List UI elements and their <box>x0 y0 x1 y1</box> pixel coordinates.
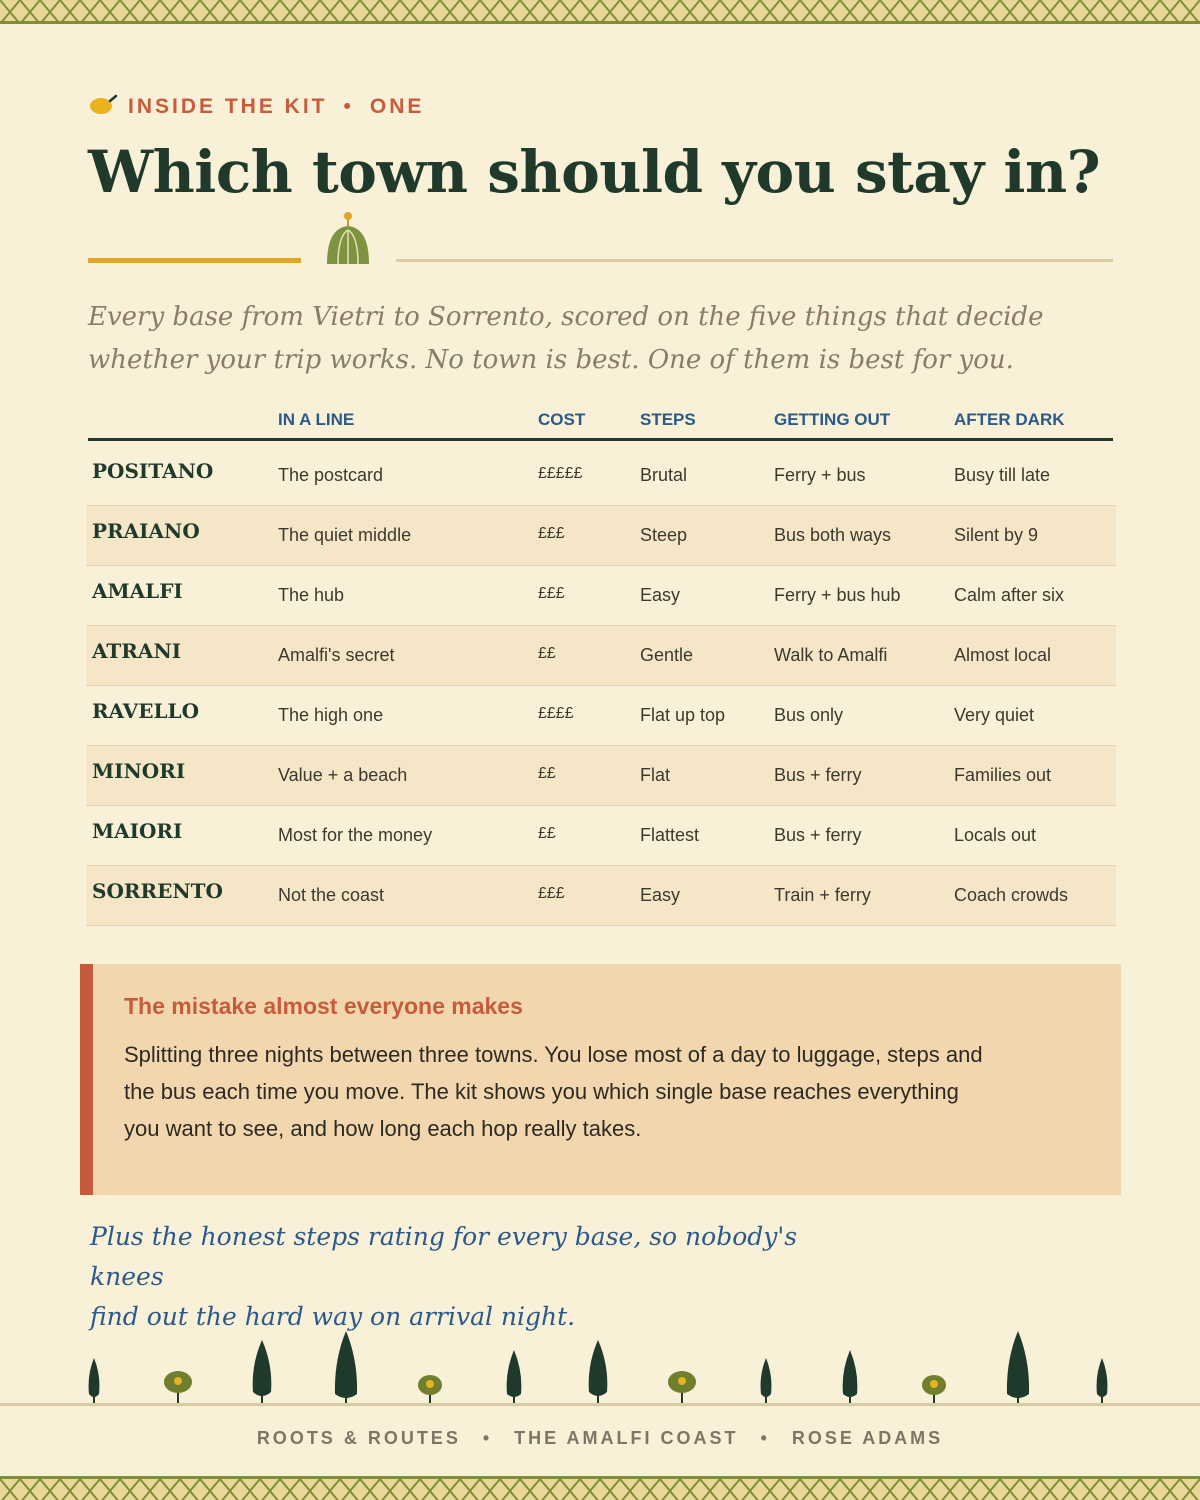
eyebrow-separator: • <box>343 95 354 118</box>
eyebrow-label: INSIDE THE KIT <box>128 95 328 118</box>
callout-line: the bus each time you move. The kit shows you which single base reaches everything <box>124 1079 959 1104</box>
bottom-border-pattern <box>0 1476 1200 1500</box>
steps-cell: Flattest <box>640 825 700 845</box>
town-table <box>86 446 1116 926</box>
cypress-tree-icon <box>253 1340 272 1404</box>
page-title: Which town should you stay in? <box>88 138 1101 206</box>
cypress-tree-icon <box>843 1350 858 1404</box>
closing-line: find out the hard way on arrival night. <box>90 1302 576 1331</box>
lemon-tree-icon <box>668 1371 696 1404</box>
after-dark-cell: Families out <box>954 765 1052 785</box>
in-a-line-cell: Value + a beach <box>278 765 408 785</box>
getting-out-cell: Bus + ferry <box>774 765 862 785</box>
footer-brand: ROOTS & ROUTES <box>256 1428 461 1448</box>
town-name: AMALFI <box>92 579 183 603</box>
cypress-tree-icon <box>761 1358 772 1404</box>
cost-cell: ££ <box>538 765 556 782</box>
mistake-callout <box>80 964 1121 1195</box>
town-name: MAIORI <box>92 819 183 843</box>
after-dark-cell: Silent by 9 <box>954 525 1039 545</box>
cypress-tree-icon <box>335 1331 357 1404</box>
getting-out-cell: Ferry + bus <box>774 465 866 485</box>
getting-out-cell: Bus + ferry <box>774 825 862 845</box>
eyebrow-number: ONE <box>369 95 425 118</box>
ground-line <box>0 1403 1200 1406</box>
intro-text: Every base from Vietri to Sorrento, scored on the five things that decide whether your trip works. No town is best. One of them is best for you. <box>88 302 1044 375</box>
in-a-line-cell: The high one <box>278 705 384 725</box>
eyebrow <box>88 92 424 122</box>
in-a-line-cell: Amalfi's secret <box>278 645 395 665</box>
thin-divider <box>396 259 1113 262</box>
callout-body <box>124 1036 1044 1147</box>
town-name: PRAIANO <box>92 519 200 543</box>
top-border-pattern <box>0 0 1200 24</box>
header-in-a-line: IN A LINE <box>278 410 355 429</box>
table-row <box>86 806 1116 866</box>
cost-cell: £££ <box>538 585 565 602</box>
table-row <box>86 506 1116 566</box>
callout-line: Splitting three nights between three towns. You lose most of a day to luggage, steps and <box>124 1042 983 1067</box>
gold-divider <box>88 258 301 263</box>
in-a-line-cell: Most for the money <box>278 825 433 845</box>
header-cost: COST <box>538 410 586 429</box>
cost-cell: ££££ <box>538 705 574 722</box>
town-name: POSITANO <box>92 459 214 483</box>
lemon-icon <box>88 92 118 122</box>
town-name: RAVELLO <box>92 699 199 723</box>
header-after-dark: AFTER DARK <box>954 410 1065 429</box>
header-getting-out: GETTING OUT <box>774 410 891 429</box>
in-a-line-cell: The quiet middle <box>278 525 412 545</box>
table-header <box>88 410 1113 441</box>
steps-cell: Flat <box>640 765 671 785</box>
after-dark-cell: Locals out <box>954 825 1037 845</box>
callout-line: you want to see, and how long each hop really takes. <box>124 1116 642 1141</box>
cypress-tree-icon <box>1007 1331 1029 1404</box>
footer <box>0 1428 1200 1449</box>
after-dark-cell: Almost local <box>954 645 1052 665</box>
getting-out-cell: Train + ferry <box>774 885 871 905</box>
after-dark-cell: Very quiet <box>954 705 1035 725</box>
town-name: ATRANI <box>92 639 182 663</box>
cost-cell: £££££ <box>538 465 583 482</box>
dome-icon <box>324 210 374 271</box>
closing-line: Plus the honest steps rating for every base, so nobody's knees <box>90 1222 798 1291</box>
footer-separator: • <box>482 1428 493 1448</box>
getting-out-cell: Bus both ways <box>774 525 892 545</box>
after-dark-cell: Calm after six <box>954 585 1065 605</box>
cypress-tree-icon <box>507 1350 522 1404</box>
closing-note <box>90 1217 850 1337</box>
cypress-tree-icon <box>89 1358 100 1404</box>
table-row <box>86 566 1116 626</box>
callout-title: The mistake almost everyone makes <box>124 993 523 1019</box>
trees-illustration <box>0 1320 1200 1410</box>
cost-cell: £££ <box>538 525 565 542</box>
footer-separator: • <box>760 1428 770 1448</box>
lemon-tree-icon <box>164 1371 192 1404</box>
table-row <box>86 866 1116 926</box>
table-row <box>86 446 1116 506</box>
table-row <box>86 686 1116 746</box>
getting-out-cell: Bus only <box>774 705 844 725</box>
steps-cell: Flat up top <box>640 705 726 725</box>
steps-cell: Gentle <box>640 645 694 665</box>
cypress-tree-icon <box>589 1340 608 1404</box>
cypress-tree-icon <box>1097 1358 1108 1404</box>
header-steps: STEPS <box>640 410 696 429</box>
steps-cell: Brutal <box>640 465 688 485</box>
steps-cell: Easy <box>640 585 681 605</box>
getting-out-cell: Walk to Amalfi <box>774 645 888 665</box>
cost-cell: £££ <box>538 885 565 902</box>
lemon-tree-icon <box>418 1375 442 1404</box>
in-a-line-cell: The postcard <box>278 465 384 485</box>
cost-cell: ££ <box>538 645 556 662</box>
footer-author: ROSE ADAMS <box>791 1428 944 1448</box>
in-a-line-cell: The hub <box>278 585 345 605</box>
table-row <box>86 746 1116 806</box>
town-name: SORRENTO <box>92 879 223 903</box>
table-row <box>86 626 1116 686</box>
getting-out-cell: Ferry + bus hub <box>774 585 901 605</box>
footer-guide: THE AMALFI COAST <box>514 1428 739 1448</box>
town-name: MINORI <box>92 759 186 783</box>
cost-cell: ££ <box>538 825 556 842</box>
lemon-tree-icon <box>922 1375 946 1404</box>
after-dark-cell: Coach crowds <box>954 885 1069 905</box>
steps-cell: Steep <box>640 525 688 545</box>
after-dark-cell: Busy till late <box>954 465 1051 485</box>
in-a-line-cell: Not the coast <box>278 885 385 905</box>
steps-cell: Easy <box>640 885 681 905</box>
